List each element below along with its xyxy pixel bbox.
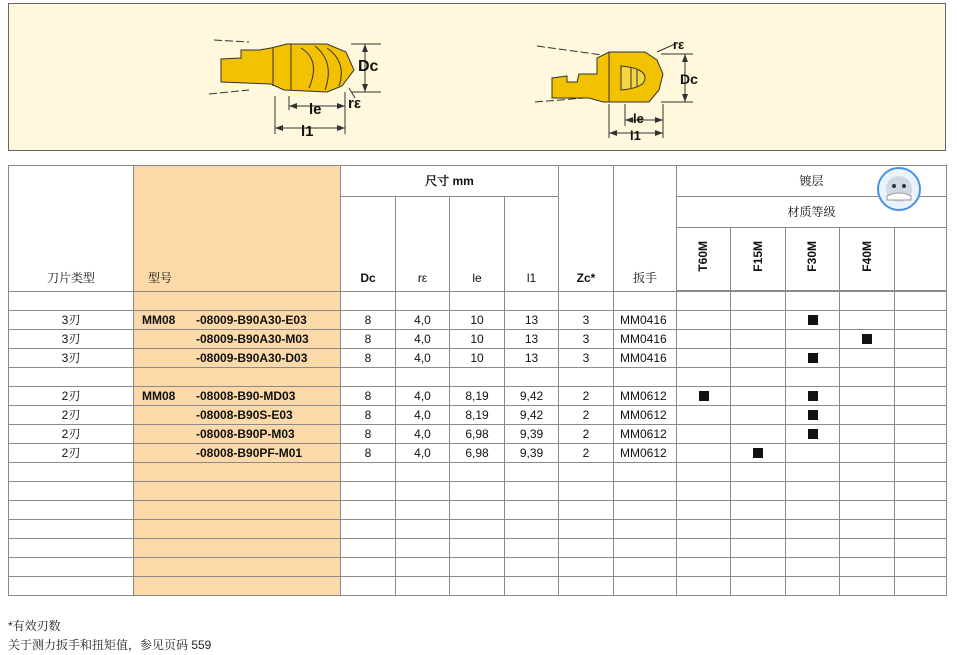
cell-grade: [677, 311, 731, 330]
header-model: 型号: [134, 166, 341, 292]
cell-grade: [677, 501, 731, 520]
cell-grade: [840, 311, 895, 330]
cell-dc: 8: [341, 330, 396, 349]
cell-grade: [786, 558, 840, 577]
grade-available-marker: [808, 429, 818, 439]
cell-l1: [505, 558, 559, 577]
cell-l1: 9,42: [505, 406, 559, 425]
cell-zc: 2: [559, 406, 614, 425]
cell-model: [134, 558, 341, 577]
grade-available-marker: [808, 391, 818, 401]
cell-grade: [677, 368, 731, 387]
cell-re: [396, 482, 450, 501]
cell-grade: [677, 482, 731, 501]
cell-blade-type: 2刃: [9, 406, 134, 425]
header-dimensions: 尺寸 mm: [341, 166, 559, 197]
table-row-empty: [9, 539, 947, 558]
cell-grade: [786, 292, 840, 311]
cell-wrench: [614, 520, 677, 539]
cell-blade-type: [9, 292, 134, 311]
cell-zc: 2: [559, 444, 614, 463]
header-coating: 镀层: [677, 166, 947, 197]
cell-re: 4,0: [396, 330, 450, 349]
cell-grade: [731, 292, 786, 311]
right-insert-drawing: [535, 44, 693, 138]
cell-l1: [505, 482, 559, 501]
cell-grade: [840, 425, 895, 444]
cell-model: [134, 463, 341, 482]
table-row-empty: [9, 368, 947, 387]
header-grade: 材质等级: [677, 197, 947, 228]
cell-grade: [840, 463, 895, 482]
cell-dc: 8: [341, 425, 396, 444]
cell-re: 4,0: [396, 387, 450, 406]
cell-zc: [559, 539, 614, 558]
cell-model: [134, 577, 341, 596]
cell-le: [450, 501, 505, 520]
cell-grade: [786, 330, 840, 349]
cell-re: [396, 539, 450, 558]
table-row-empty: [9, 520, 947, 539]
cell-le: [450, 368, 505, 387]
cell-zc: 2: [559, 425, 614, 444]
cell-wrench: MM0612: [614, 387, 677, 406]
cell-wrench: [614, 482, 677, 501]
cell-dc: [341, 368, 396, 387]
right-l1-label: l1: [630, 128, 641, 143]
cell-le: [450, 558, 505, 577]
model-code: -08008-B90-MD03: [196, 388, 296, 403]
model-prefix: MM08: [142, 388, 176, 403]
cell-le: 10: [450, 311, 505, 330]
table-row-empty: [9, 292, 947, 311]
model-prefix: MM08: [142, 312, 176, 327]
grade-col-f30m: F30M: [786, 228, 840, 291]
cell-grade: [786, 368, 840, 387]
cell-grade: [677, 577, 731, 596]
cell-zc: [559, 501, 614, 520]
table-row: [9, 311, 947, 330]
cell-wrench: MM0612: [614, 444, 677, 463]
cell-dc: 8: [341, 406, 396, 425]
model-code: -08009-B90A30-E03: [196, 312, 307, 327]
cell-blade-type: 2刃: [9, 387, 134, 406]
cell-grade: [786, 577, 840, 596]
cell-re: 4,0: [396, 349, 450, 368]
cell-zc: [559, 292, 614, 311]
grade-col-f15m: F15M: [731, 228, 786, 291]
model-code: -08008-B90P-M03: [196, 426, 295, 441]
cell-l1: [505, 292, 559, 311]
cell-dc: 8: [341, 311, 396, 330]
grade-available-marker: [808, 410, 818, 420]
right-le-label: le: [633, 111, 644, 126]
cell-grade: [840, 349, 895, 368]
cell-re: 4,0: [396, 444, 450, 463]
table-row: [9, 349, 947, 368]
cell-grade-empty: [895, 444, 947, 463]
cell-grade-empty: [895, 330, 947, 349]
header-blade-type: 刀片类型: [9, 166, 134, 292]
cell-model: [134, 330, 341, 349]
mascot-logo: [877, 167, 921, 211]
cell-grade: [677, 539, 731, 558]
cell-l1: 9,39: [505, 444, 559, 463]
cell-grade-empty: [895, 520, 947, 539]
header-dc: Dc: [341, 197, 396, 292]
cell-dc: [341, 463, 396, 482]
cell-dc: [341, 539, 396, 558]
right-dc-label: Dc: [680, 71, 698, 87]
table-row-empty: [9, 558, 947, 577]
model-code: -08008-B90PF-M01: [196, 445, 303, 460]
cell-grade: [840, 368, 895, 387]
cell-le: 6,98: [450, 425, 505, 444]
cell-grade: [840, 444, 895, 463]
cell-grade-empty: [895, 558, 947, 577]
cell-grade: [677, 463, 731, 482]
left-insert-drawing: [209, 40, 381, 134]
cell-zc: [559, 482, 614, 501]
table-row-empty: [9, 482, 947, 501]
cell-grade: [677, 406, 731, 425]
cell-grade: [677, 387, 731, 406]
cell-grade: [786, 387, 840, 406]
cell-grade-empty: [895, 387, 947, 406]
cell-zc: 2: [559, 387, 614, 406]
cell-re: 4,0: [396, 425, 450, 444]
cell-grade: [731, 501, 786, 520]
grade-available-marker: [753, 448, 763, 458]
cell-l1: 9,42: [505, 387, 559, 406]
cell-le: 6,98: [450, 444, 505, 463]
cell-le: [450, 292, 505, 311]
cell-le: 10: [450, 349, 505, 368]
cell-grade: [731, 482, 786, 501]
cell-blade-type: 2刃: [9, 425, 134, 444]
cell-grade: [840, 482, 895, 501]
cell-wrench: [614, 577, 677, 596]
table-row: [9, 387, 947, 406]
cell-grade: [840, 539, 895, 558]
cell-grade: [731, 520, 786, 539]
left-le-label: le: [309, 101, 322, 118]
cell-l1: [505, 368, 559, 387]
cell-grade: [840, 387, 895, 406]
cell-dc: 8: [341, 387, 396, 406]
cell-grade: [677, 330, 731, 349]
cell-le: [450, 482, 505, 501]
cell-blade-type: 3刃: [9, 349, 134, 368]
left-re-label: rε: [348, 95, 361, 112]
cell-grade: [731, 311, 786, 330]
table-row-empty: [9, 501, 947, 520]
cell-grade-empty: [895, 349, 947, 368]
cell-grade: [677, 444, 731, 463]
cell-grade: [731, 425, 786, 444]
cell-grade: [786, 501, 840, 520]
cell-le: 8,19: [450, 406, 505, 425]
cell-grade-empty: [895, 501, 947, 520]
cell-model: [134, 368, 341, 387]
table-row: [9, 444, 947, 463]
cell-grade: [786, 520, 840, 539]
cell-le: 10: [450, 330, 505, 349]
cell-wrench: [614, 539, 677, 558]
cell-grade: [677, 425, 731, 444]
grade-col-empty: [895, 228, 947, 291]
cell-dc: [341, 520, 396, 539]
cell-blade-type: [9, 558, 134, 577]
cell-wrench: MM0612: [614, 406, 677, 425]
grade-col-t60m: T60M: [677, 228, 731, 291]
header-re: rε: [396, 197, 450, 292]
cell-re: [396, 292, 450, 311]
cell-l1: 13: [505, 330, 559, 349]
cell-grade: [731, 539, 786, 558]
cell-wrench: MM0416: [614, 330, 677, 349]
cell-model: [134, 501, 341, 520]
insert-drawings: [9, 4, 945, 150]
cell-wrench: [614, 463, 677, 482]
cell-grade-empty: [895, 406, 947, 425]
cell-re: 4,0: [396, 406, 450, 425]
cell-grade: [840, 292, 895, 311]
table-row: [9, 330, 947, 349]
cell-grade-empty: [895, 425, 947, 444]
header-l1: l1: [505, 197, 559, 292]
cell-grade: [731, 387, 786, 406]
grade-available-marker: [862, 334, 872, 344]
cell-re: [396, 520, 450, 539]
header-zc: Zc*: [559, 166, 614, 292]
cell-grade: [786, 463, 840, 482]
left-l1-label: l1: [301, 123, 314, 140]
cell-zc: [559, 463, 614, 482]
cell-dc: [341, 577, 396, 596]
cell-re: [396, 463, 450, 482]
cell-grade: [677, 292, 731, 311]
cell-grade: [840, 330, 895, 349]
cell-zc: 3: [559, 330, 614, 349]
cell-grade-empty: [895, 292, 947, 311]
cell-wrench: [614, 558, 677, 577]
cell-grade: [677, 558, 731, 577]
cell-model: [134, 406, 341, 425]
cell-wrench: [614, 292, 677, 311]
table-row-empty: [9, 577, 947, 596]
cell-grade: [840, 406, 895, 425]
cell-grade: [840, 558, 895, 577]
header-le: le: [450, 197, 505, 292]
table-body: [9, 292, 947, 596]
left-dc-label: Dc: [358, 58, 379, 75]
cell-blade-type: [9, 520, 134, 539]
footnote-wrench-torque: 关于测力扳手和扭矩值，参见页码 559: [8, 638, 212, 652]
cell-wrench: MM0416: [614, 349, 677, 368]
cell-dc: 8: [341, 444, 396, 463]
cell-re: [396, 368, 450, 387]
cell-blade-type: [9, 482, 134, 501]
cell-l1: [505, 539, 559, 558]
cell-grade: [840, 520, 895, 539]
model-code: -08009-B90A30-D03: [196, 350, 308, 365]
cell-l1: [505, 501, 559, 520]
cell-grade-empty: [895, 368, 947, 387]
cell-wrench: [614, 501, 677, 520]
cell-wrench: MM0416: [614, 311, 677, 330]
cell-zc: [559, 558, 614, 577]
cell-re: [396, 577, 450, 596]
cell-grade: [840, 577, 895, 596]
cell-model: [134, 425, 341, 444]
cell-blade-type: [9, 577, 134, 596]
model-code: -08009-B90A30-M03: [196, 331, 309, 346]
cell-dc: 8: [341, 349, 396, 368]
grade-available-marker: [808, 353, 818, 363]
cell-blade-type: 3刃: [9, 311, 134, 330]
cell-blade-type: [9, 501, 134, 520]
cell-grade: [677, 349, 731, 368]
right-re-label: rε: [673, 37, 685, 52]
cell-grade: [731, 463, 786, 482]
cell-l1: [505, 577, 559, 596]
cell-zc: 3: [559, 311, 614, 330]
cell-l1: 13: [505, 349, 559, 368]
cell-grade: [786, 311, 840, 330]
cell-grade: [731, 558, 786, 577]
cell-wrench: MM0612: [614, 425, 677, 444]
cell-model: [134, 539, 341, 558]
cell-zc: 3: [559, 349, 614, 368]
cell-model: [134, 482, 341, 501]
cell-grade: [731, 406, 786, 425]
header-wrench: 扳手: [614, 166, 677, 292]
cell-grade-empty: [895, 577, 947, 596]
cell-model: [134, 311, 341, 330]
cell-grade-empty: [895, 539, 947, 558]
cell-grade: [731, 444, 786, 463]
cell-grade: [731, 577, 786, 596]
cell-grade: [786, 539, 840, 558]
cell-dc: [341, 558, 396, 577]
cell-l1: [505, 463, 559, 482]
cell-grade: [786, 349, 840, 368]
cell-grade: [786, 425, 840, 444]
cell-grade: [677, 520, 731, 539]
cell-dc: [341, 292, 396, 311]
cell-model: [134, 444, 341, 463]
cell-le: [450, 463, 505, 482]
cell-re: 4,0: [396, 311, 450, 330]
cell-re: [396, 558, 450, 577]
cell-le: [450, 520, 505, 539]
cell-l1: 9,39: [505, 425, 559, 444]
cell-zc: [559, 577, 614, 596]
cell-blade-type: [9, 539, 134, 558]
cell-re: [396, 501, 450, 520]
cell-grade: [840, 501, 895, 520]
insert-spec-table: [8, 165, 947, 596]
cell-grade: [731, 349, 786, 368]
cell-grade: [786, 444, 840, 463]
cell-model: [134, 387, 341, 406]
cell-grade: [786, 482, 840, 501]
table-row: [9, 425, 947, 444]
grade-available-marker: [699, 391, 709, 401]
cell-blade-type: [9, 368, 134, 387]
cell-wrench: [614, 368, 677, 387]
cell-le: 8,19: [450, 387, 505, 406]
grade-available-marker: [808, 315, 818, 325]
cell-zc: [559, 520, 614, 539]
cell-model: [134, 292, 341, 311]
table-row: [9, 406, 947, 425]
insert-diagram-panel: [8, 3, 946, 151]
cell-model: [134, 349, 341, 368]
cell-model: [134, 520, 341, 539]
cell-grade-empty: [895, 463, 947, 482]
table-row-empty: [9, 463, 947, 482]
cell-le: [450, 577, 505, 596]
cell-grade: [786, 406, 840, 425]
cell-grade: [731, 368, 786, 387]
cell-zc: [559, 368, 614, 387]
cell-dc: [341, 501, 396, 520]
cell-blade-type: 3刃: [9, 330, 134, 349]
cell-l1: 13: [505, 311, 559, 330]
model-code: -08008-B90S-E03: [196, 407, 293, 422]
cell-grade-empty: [895, 311, 947, 330]
cell-grade-empty: [895, 482, 947, 501]
cell-grade: [731, 330, 786, 349]
cell-dc: [341, 482, 396, 501]
grade-col-f40m: F40M: [840, 228, 895, 291]
cell-le: [450, 539, 505, 558]
cell-blade-type: [9, 463, 134, 482]
cell-blade-type: 2刃: [9, 444, 134, 463]
footnote-effective-flutes: *有效刃数: [8, 619, 61, 633]
cell-l1: [505, 520, 559, 539]
